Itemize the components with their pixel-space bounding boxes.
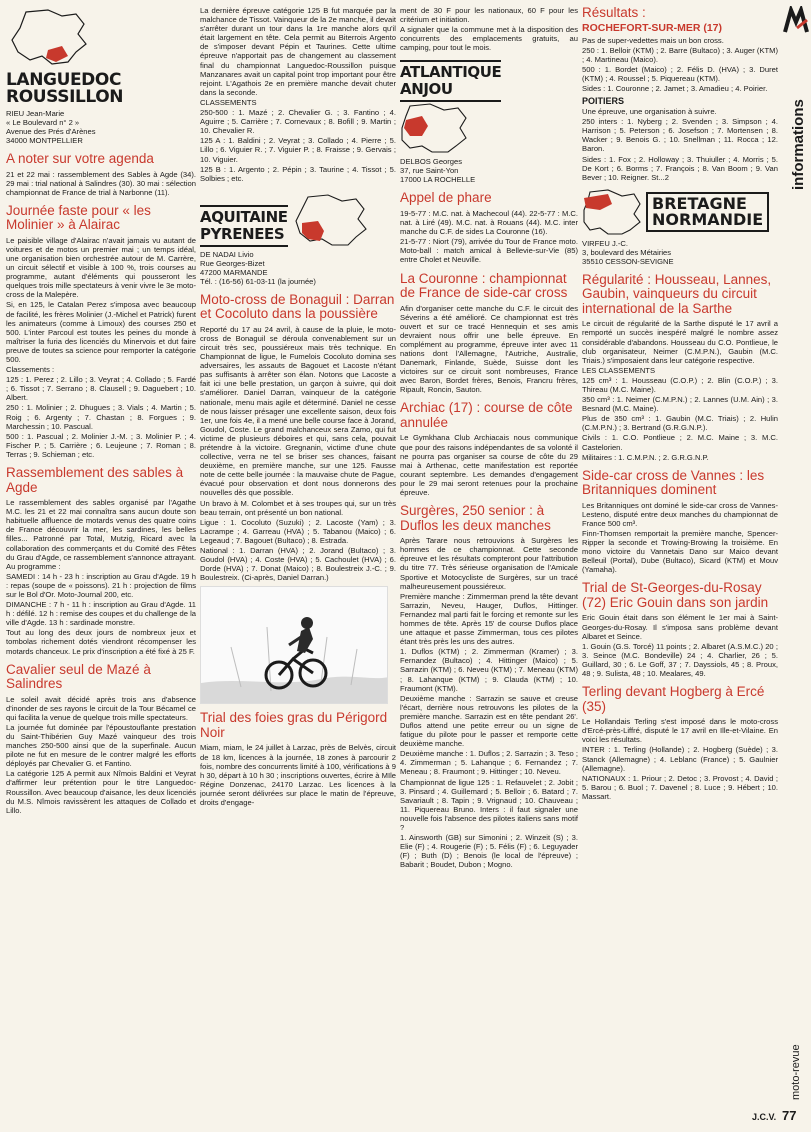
- article-text: Le Gymkhana Club Archiacais nous communique que pour des raisons indépendantes de sa volonté il ne pourra pas organiser sa course de côte du 29 mai à Arthenac, cette manifestation est reportée courant septembre. Les demandes d'engagement pour le 29 mai seront retenues pour la prochaine épreuve.: [400, 433, 578, 498]
- article-heading: Trial de St-Georges-du-Rosay (72) Eric Gouin dans son jardin: [582, 580, 769, 610]
- article-text: Ligue : 1. Cocoluto (Suzuki) ; 2. Lacoste (Yam) ; 3. Lacrampe ; 4. Garreau (HVA) ; 5. Tabanou (Maico) ; 6. Legeaud ; 7. Bagouet (Bultaco) ; 8. Estrada.: [200, 517, 396, 545]
- column-3: [400, 6, 578, 1130]
- article-heading: Journée faste pour « les Molinier » à Alairac: [6, 202, 151, 233]
- article-text: A signaler que la commune met à la disposition des concurrents des emplacements gratuits, au camping, pour tout le mois.: [400, 25, 578, 53]
- article-text: 250-500 : 1. Mazé ; 2. Chevalier G. ; 3. Fantino ; 4. Aguirre ; 5. Carrière ; 7. Cornevaux ; 8. Bofill ; 9. Martin ; 10. Chevalier R.: [200, 108, 396, 136]
- article-text: Championnat de ligue 125 : 1. Refauvelet ; 2. Jobit ; 3. Pinsard ; 4. Guillemard ; 5. Belloir ; 6. Batard ; 7. Savariault ; 8. Tapin ; 9. Vrignaud ; 10. Chauveau ; 11. Piquereau Bruno. Inters : il faut signaler une nouvelle fois l'absence des pilotes italiens sans motif ?: [400, 777, 578, 833]
- magazine-name: moto-revue: [790, 1044, 802, 1100]
- column-4: [582, 6, 778, 1130]
- article-text: 125 : 1. Perez ; 2. Lillo ; 3. Veyrat ; 4. Collado ; 5. Fardé ; 6. Tissot ; 7. Serrano ; 8. Clausell ; 9. Daguebert ; 10. Albert.: [6, 375, 196, 403]
- article-text: Eric Gouin était dans son élément le 1er mai à Saint-Georges-du-Rosay. Il s'imposa sans problème devant Albaret et Seince.: [582, 613, 778, 641]
- article-text: Plus de 350 cm³ : 1. Gaubin (M.C. Triais) ; 2. Hulin (C.M.P.N.) ; 3. Bertrand (G.R.G.N.P.).: [582, 414, 778, 433]
- article-heading: Cavalier seul de Mazé à Salindres: [6, 661, 151, 692]
- moto-revue-logo-icon: [783, 6, 809, 36]
- article-text: 250 : 1. Molinier ; 2. Dhugues ; 3. Vials ; 4. Martin ; 5. Roig ; 6. Argenty ; 7. Chastan ; 8. Forgues ; 9. Marchessin ; 10. Pascual.: [6, 403, 196, 431]
- article-text: Sides : 1. Couronne ; 2. Jamet ; 3. Amadieu ; 4. Poirier.: [582, 83, 768, 93]
- article-text: Première manche : Zimmerman prend la tête devant Sarrazin, Neveu, Hauger, Duflos, Hittinger. Fernandez mal parti fait le forcing et remonte sur les hommes de tête. Après 15' de course Duflos place une attaque et passe Zimmerman, tous ces pilotes étant très près les uns des autres.: [400, 591, 578, 647]
- article-text: Sides : 1. Fox ; 2. Holloway ; 3. Thuiuller ; 4. Morris ; 5. De Kort ; 6. Borms ; 7. François ; 8. Van Boom ; 9. Van Bever ; 10. Reigner. St...2: [582, 154, 778, 182]
- region-title-box: [646, 192, 769, 232]
- article-text: Le soleil avait décidé après trois ans d'absence d'inonder de ses rayons le circuit de la Tour Bécamel ce qui facilita la venue de quelque trois mille spectateurs.: [6, 694, 196, 722]
- article-text: La catégorie 125 A permit aux Nîmois Baldini et Veyrat d'affirmer leur prétention pour le titre Languedoc-Roussillon. Avec beaucoup d'aisance, les deux licenciés du M.S. Nîmois ravissèrent les attaques de Collado et Lillo.: [6, 769, 196, 815]
- event-heading: ROCHEFORT-SUR-MER (17): [582, 21, 723, 34]
- article-heading: Résultats :: [582, 6, 646, 20]
- region-title-2: ANJOU: [400, 80, 453, 99]
- article-text: 250 inters : 1. Nyberg ; 2. Svenden ; 3. Simpson ; 4. Harrison ; 5. Peterson ; 6. Josefson ; 7. Mortensen ; 8. Wacker ; 9. Benois G. ; 10. Snellman ; 11. Rocca ; 12. Baron.: [582, 117, 778, 154]
- correspondent-address: RIEU Jean-Marie « Le Boulevard n° 2 » Avenue des Prés d'Arènes 34000 MONTPELLIER: [6, 109, 96, 145]
- region-map-aquitaine-icon: [294, 193, 372, 247]
- article-text: Afin d'organiser cette manche du C.F. le circuit des Séverins a été amélioré. Ce championnat est très ouvert et sur ce tracé Hennequin et ses amis devraient nous offrir une belle épreuve. En complément au programme, épreuve inter avec 11 nations dont l'Allemagne, l'Autriche, Australie, Danemark, Finlande, Suède, Suisse dont les victoires sur ce circuit sont nombreuses, France avec Baron, Bordet frères, Benois, Francru frères, Ripault, Roncin, Sauton.: [400, 303, 578, 395]
- article-text: La journée fut dominée par l'époustouflante prestation du Saint-Thibérien Guy Mazé vainqueur des trois manches 250-500 ainsi que de la superfinale. Aucun pilote ne fut en mesure de le contrer malgré les efforts déployés par Chevalier G. et Fantino.: [6, 722, 196, 769]
- article-text: Le Hollandais Terling s'est imposé dans le moto-cross d'Ercé-près-Liffré, disputé le 17 avril en Ille-et-Vilaine. En voici les résultats.: [582, 717, 778, 745]
- article-text: Militaires : 1. C.M.P.N. ; 2. G.R.G.N.P.: [582, 452, 709, 462]
- article-text: 125 B : 1. Argento ; 2. Pépin ; 3. Taurine ; 4. Tissot ; 5. Solbies ; etc.: [200, 164, 396, 183]
- article-text: Les Britanniques ont dominé le side-car cross de Vannes-Lesteno, disputé entre deux manches du championnat de France 500 cm³.: [582, 500, 778, 528]
- article-text: 21 et 22 mai : rassemblement des Sables à Agde (34). 29 mai : trial national à Salindres (30). 30 mai : sélection championnat de France de trial à Narbonne (11).: [6, 169, 196, 197]
- column-1: [6, 6, 196, 1130]
- article-text: Le paisible village d'Alairac n'avait jamais vu autant de voitures et de motos un premier mai ; un temps idéal, une organisation bien orchestrée autour de M. Carrère, un circuit sélectif et visible à 100 %, trois courses au programme, autant d'éléments qui pousseront les quelques trois mille spectateurs à venir vivre le 3e moto-cross de la Malepère.: [6, 235, 196, 300]
- article-heading: A noter sur votre agenda: [6, 151, 154, 166]
- article-text: National : 1. Darran (HVA) ; 2. Jorand (Bultaco) ; 3. Goudol (HVA) ; 4. Coste (HVA) ; 5. Cachoulet (HVA) ; 6. Dorde (HVA) ; 7. Donat (Maico) ; 8. Boulestreix J.-C. ; 9. Boulestreix. (Ci-après, Daniel Darran.): [200, 546, 396, 583]
- article-heading: Trial des foies gras du Périgord Noir: [200, 710, 388, 740]
- correspondent-address: DE NADAI Livio Rue Georges-Bizet 47200 MARMANDE Tél. : (16-56) 61-03-11 (la journée): [200, 249, 316, 286]
- page-number: 77: [782, 1108, 797, 1123]
- region-title: LANGUEDOC: [6, 70, 122, 90]
- article-text: 1. Ainsworth (GB) sur Simonini ; 2. Winzeit (S) ; 3. Elie (F) ; 4. Rougerie (F) ; 5. Félis (F) ; 6. Leguyader (F) ; Buth (D) ; Benois (le local de l'épreuve) ; Babarit ; Boudet, Dubon ; Mogno.: [400, 833, 578, 870]
- region-map-atlantique-icon: [400, 102, 470, 154]
- event-heading: POITIERS: [582, 96, 625, 107]
- region-title: BRETAGNE: [652, 193, 747, 213]
- article-text: 500 : 1. Pascual ; 2. Molinier J.-M. ; 3. Molinier P. ; 4. Fischer P. ; 5. Carrière ; 6. Leujeune ; 7. Roman ; 8. Terras ; 9. Schieman ; etc.: [6, 431, 196, 459]
- section-label: informations: [790, 99, 807, 190]
- article-heading: Surgères, 250 senior : à Duflos les deux manches: [400, 503, 551, 533]
- region-title-2: NORMANDIE: [652, 209, 764, 229]
- article-heading: Appel de phare: [400, 190, 492, 206]
- article-text: 19-5-77 : M.C. nat. à Machecoul (44). 22-5-77 : M.C. nat. à Liré (49). M.C. nat. à Rouans (44). M.C. inter manche du C.F. de sides La Couronne (16).: [400, 208, 578, 237]
- article-text: Pas de super-vedettes mais un bon cross.: [582, 35, 724, 45]
- article-text: Classements :: [6, 365, 55, 375]
- article-text: Une épreuve, une organisation à suivre.: [582, 107, 717, 117]
- correspondent-address: DELBOS Georges 37, rue Saint-Yon 17000 LA ROCHELLE: [400, 157, 476, 185]
- article-text: Miam, miam, le 24 juillet à Larzac, près de Belvès, circuit de 18 km, licences à la journée, 18 zones à parcourir 2 fois, nombre des concurrents limité à 100, vérifications à 9 h 30, départ à 10 h 30 ; inscriptions ouvertes, écrire à MIle Régine Donzenac, 24170 Larzac. Les licences à la journée seront délivrées sur place le matin de l'épreuve, droits d'engage-: [200, 743, 396, 807]
- article-heading: Terling devant Hogberg à Ercé (35): [582, 684, 765, 714]
- article-text: Le rassemblement des sables organisé par l'Agathe M.C. les 21 et 22 mai connaîtra sans aucun doute son habituelle affluence de motards venus des quatre coins de France découvrir la mer, les sardines, les belles filles... Patronné par Total, Mutzig, Ricard avec la collaboration des commerçants et du Comité des Fêtes du Grau d'Agde, ce rassemblement s'annonce attrayant. Au programme :: [6, 498, 196, 571]
- article-text: DIMANCHE : 7 h - 11 h : inscription au Grau d'Agde. 11 h : défilé. 12 h : remise des coupes et du challenge de la ville d'Agde. 13 h : sardinade monstre.: [6, 600, 196, 628]
- article-heading: Rassemblement des sables à Agde: [6, 465, 184, 495]
- article-text: Le circuit de régularité de la Sarthe disputé le 17 avril a remporté un succès inespéré malgré le nombre assez considérable d'abandons. Housseau du C.O. Pontlieue, le club organisateur, Neimer (C.M.P.N.), Gaubin (M.C. Triais.) s'imposaient dans leur catégorie respective.: [582, 319, 778, 365]
- region-title-2: PYRENEES: [200, 224, 285, 243]
- article-text: Un bravo à M. Colombet et à ses troupes qui, sur un très beau terrain, ont présenté un bon national.: [200, 498, 396, 517]
- correspondent-address: VIRFEU J.-C. 3, boulevard des Métairies 35510 CESSON-SEVIGNE: [582, 238, 674, 266]
- article-heading: La Couronne : championnat de France de side-car cross: [400, 270, 568, 301]
- article-text: 500 : 1. Bordet (Maico) ; 2. Félis D. (HVA) ; 3. Duret (KTM) ; 4. Roussel ; 5. Piquereau (KTM).: [582, 64, 778, 83]
- article-text: LES CLASSEMENTS: [582, 365, 656, 375]
- article-text: 21-5-77 : Niort (79), arrivée du Tour de France moto. Moto-ball : match amical à Bellevie-sur-Vie (85) entre Cholet et Neuville.: [400, 237, 578, 265]
- article-text: 125 A : 1. Baldini ; 2. Veyrat ; 3. Collado ; 4. Pierre ; 5. Lillo ; 6. Viguier R. ; 7. Viguier P. ; 8. Fraisse ; 9. Gervais ; 10. Viguier.: [200, 136, 396, 164]
- region-map-languedoc-icon: [6, 6, 96, 68]
- region-title-2: ROUSSILLON: [6, 87, 124, 107]
- article-text: Tout au long des deux jours de nombreux jeux et tombolas richement dotés viendront récompenser les motards chanceux. Le prix d'inscription a été fixé à 25 F.: [6, 628, 196, 656]
- article-text: Reporté du 17 au 24 avril, à cause de la pluie, le moto-cross de Bonaguil se déroula convenablement sur un circuit très sec, poussiéreux mais très technique. En Championnat de ligue, le Fumelois Cocoluto domina ses adversaires, les assauts de Bagouet et Lacoste n'étant pas suffisants à arrêter son élan. Notons que Lacoste a fait ici une belle prestation, un garçon à suivre, qui doit s'améliorer. Daniel Darran, vainqueur de la catégorie nationale, menu mais agile et déterminé. Daniel ne cesse de nous laisser présager une excellente saison, deux fois 1er, une fois 4e, il a mené une belle course face à Jorand, Goudol, Coste. Le grand malchanceux sera Zamo, qui fut victime de plusieurs déboires et qui, sans cela, pouvait prétendre à la victoire. Gregnanin, victime d'une chute collective, verra ne tel se briser ses chances, faisant deuxième, en première manche, sur une 125. Fausse note de cette belle journée : la mauvaise chute de Pague, évacué pour observation et dont nous donnerons des nouvelles dès que possible.: [200, 324, 396, 498]
- article-text: 125 cm³ : 1. Housseau (C.O.P.) ; 2. Blin (C.O.P.) ; 3. Thireau (M.C. Maine).: [582, 375, 778, 394]
- article-text: 350 cm³ : 1. Neimer (C.M.P.N.) ; 2. Lannes (U.M. Ain) ; 3. Besnard (M.C. Maine).: [582, 395, 778, 414]
- region-map-bretagne-icon: [582, 188, 642, 236]
- article-text: La dernière épreuve catégorie 125 B fut marquée par la malchance de Tissot. Vainqueur de la 2e manche, il devait s'arrêter durant un tour dans la 1re manche alors qu'il était largement en tête. Cela permit au Biterrois Argento de s'imposer devant Pépin et Taurines. Cette ultime épreuve n'apportait pas de changement au classement final du championnat Languedoc-Roussillon puisque Manzanares avait un capital point trop important pour être rejoint. L'Agathois 2e en première manche devait chuter dans la seconde.: [200, 6, 396, 97]
- article-text: CLASSEMENTS: [200, 97, 257, 107]
- article-text: 250 : 1. Belloir (KTM) ; 2. Barre (Bultaco) ; 3. Auger (KTM) ; 4. Martineau (Maico).: [582, 45, 778, 64]
- motocross-rider-photo: [200, 586, 388, 704]
- article-text: ment de 30 F pour les nationaux, 60 F pour les critérium et initiation.: [400, 6, 578, 25]
- article-text: SAMEDI : 14 h - 23 h : inscription au Grau d'Agde. 19 h : repas (soupe de « poissons). 21 h : projection de films sur le Bol d'Or. Moto-Journal 200, etc.: [6, 571, 196, 599]
- footer-initials: J.C.V.: [752, 1112, 777, 1122]
- article-heading: Moto-cross de Bonaguil : Darran et Cocoluto dans la poussière: [200, 291, 395, 322]
- region-title: ATLANTIQUE: [400, 63, 502, 82]
- column-2: [200, 6, 396, 1130]
- article-text: 1. Gouin (G.S. Torcé) 11 points ; 2. Albaret (A.S.M.C.) 20 ; 3. Seince (M.C. Bondeville) 24 ; 4. Charlier, 26 ; 5. Guillard, 30 ; 6. Le Goff, 37 ; 7. Dayssiols, 45 ; 8. Proux, 48 ; 9. Sulista, 48 ; 10. Mealares, 49.: [582, 641, 778, 679]
- article-text: 1. Duflos (KTM) ; 2. Zimmerman (Kramer) ; 3. Fernandez (Bultaco) ; 4. Hittinger (Maico) ; 5. Sarrazin (KTM) ; 6. Neveu (KTM) ; 7. Meneau (KTM) ; 8. Lahanque (KTM) ; 9. Clauda (KTM) ; 10. Fraumont (KTM).: [400, 647, 578, 693]
- article-text: NATIONAUX : 1. Priour ; 2. Detoc ; 3. Provost ; 4. David ; 5. Barou ; 6. Buol ; 7. Davenel ; 8. Luce ; 9. Hébert ; 10. Massart.: [582, 773, 778, 801]
- region-title: AQUITAINE: [200, 207, 288, 226]
- article-text: Deuxième manche : 1. Duflos ; 2. Sarrazin ; 3. Teso ; 4. Zimmerman ; 5. Lahanque ; 6. Fernandez ; 7. Meneau ; 8. Fraumont ; 9. Hittinger ; 10. Neveu.: [400, 749, 578, 777]
- article-text: Si, en 125, le Catalan Perez s'imposa avec beaucoup de facilité, les frères Molinier (J.-Michel et Patrick) furent les animateurs (comme à Limoux) des courses 250 et 500. L'inter Parcoul est toutes les peines du monde à maîtriser la furia des licenciés du Minervois et dut faire preuve de toutes sa science pour remporter la catégorie 500.: [6, 300, 196, 364]
- article-text: Après Tarare nous retrouvions à Surgères les hommes de ce championnat. Cette seconde épreuve et les résultats compteront pour l'attribution du titre 77. Très sérieuse organisation de l'Amicale Sportive et Motocycliste de Surgères, sur un tracé malheureusement poussiéreux.: [400, 536, 578, 591]
- article-heading: Archiac (17) : course de côte annulée: [400, 400, 573, 430]
- article-text: Finn-Thomsen remportait la première manche, Spencer-Ripper la seconde et Trowing-Browing la troisième. En mono victoire du Vannetais Dano sur Maico devant Belleuil (Portal), Dube (Bultaco), Sicard (KTM) et Mouv (Yamaha).: [582, 529, 778, 575]
- article-text: INTER : 1. Terling (Hollande) ; 2. Hogberg (Suède) ; 3. Stanck (Allemagne) ; 4. Leblanc (France) ; 5. Gaulnier (Allemagne).: [582, 745, 778, 773]
- article-heading: Régularité : Housseau, Lannes, Gaubin, vainqueurs du circuit international de la Sarthe: [582, 271, 772, 316]
- article-text: Civils : 1. C.O. Pontlieue ; 2. M.C. Maine ; 3. M.C. Castelorien.: [582, 433, 778, 452]
- article-heading: Side-car cross de Vannes : les Britanniques dominent: [582, 467, 765, 498]
- article-text: Deuxième manche : Sarrazin se sauve et creuse l'écart, derrière nous retrouvons les pilotes de la première manche. Sarrazin est en tête pendant 26'. Duflos attend une petite erreur ou un signe de fatigue du pilote pour le passer et remporte cette deuxième manche.: [400, 693, 578, 749]
